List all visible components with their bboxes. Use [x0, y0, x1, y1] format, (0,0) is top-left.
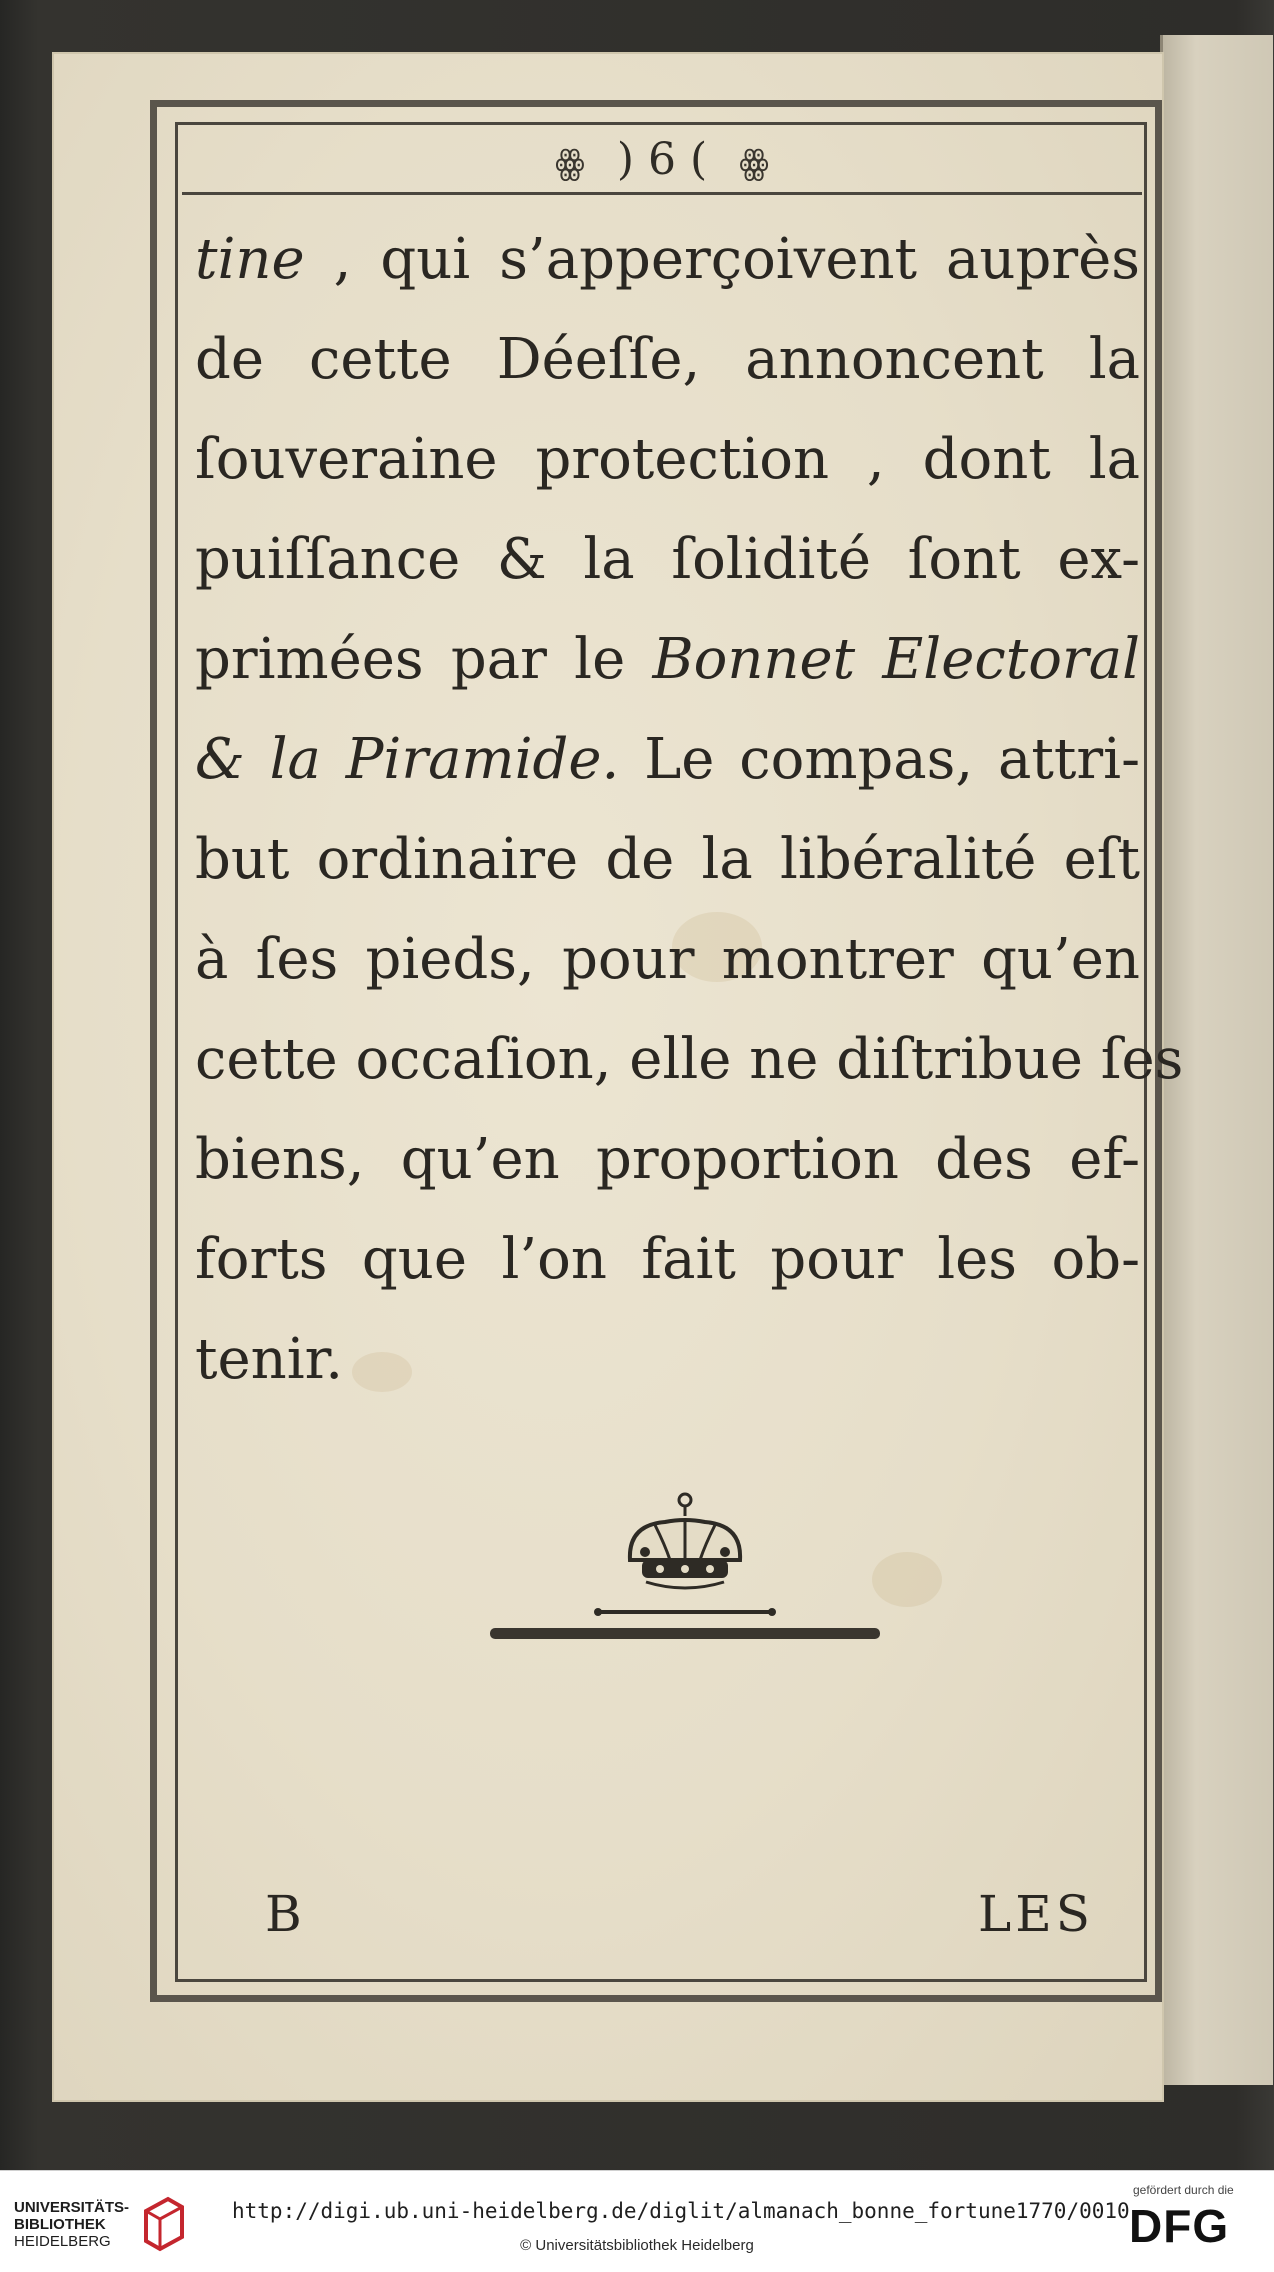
permalink-url[interactable]: http://digi.ub.uni-heidelberg.de/diglit/almanach_bonne_fortune1770/0010: [232, 2199, 1130, 2223]
text-line: [195, 610, 1140, 710]
text-line: [195, 710, 1140, 810]
text-segment: à ſes pieds, pour montrer qu’en: [195, 927, 1140, 992]
text-line: [195, 910, 1140, 1010]
left-fleuron-icon: ꙮ: [554, 142, 585, 183]
text-line: [195, 210, 1140, 310]
text-segment: primées par le: [195, 627, 653, 692]
dfg-logo[interactable]: [1125, 2183, 1265, 2263]
text-segment: forts que l’on fait pour les ob-: [195, 1227, 1140, 1292]
text-line: [195, 410, 1140, 510]
text-line: [195, 1210, 1140, 1310]
text-segment: , qui s’apperçoivent auprès: [304, 227, 1140, 292]
body-text: [195, 210, 1184, 1410]
head-rule: [182, 192, 1142, 195]
text-segment: & la Piramide.: [195, 727, 620, 792]
text-segment: puiſſance & la ſolidité ſont ex-: [195, 527, 1140, 592]
text-segment: Le compas, attri-: [619, 727, 1141, 792]
text-line: [195, 510, 1140, 610]
text-line: [195, 810, 1140, 910]
text-line: [195, 310, 1140, 410]
text-segment: Bonnet Electoral: [652, 627, 1140, 692]
decorative-rule: [490, 1600, 880, 1650]
copyright-notice: © Universitätsbibliothek Heidelberg: [520, 2237, 754, 2254]
logo-line: HEIDELBERG: [14, 2233, 111, 2250]
right-fleuron-icon: ꙮ: [739, 142, 770, 183]
signature-mark: B: [265, 1885, 306, 1943]
running-head: [182, 132, 1142, 188]
funder-note: gefördert durch die: [1133, 2183, 1234, 2197]
crown-ornament-icon: [610, 1490, 760, 1610]
funder-name: DFG: [1129, 2200, 1230, 2252]
text-segment: ſouveraine protection , dont la: [195, 427, 1140, 492]
page-number: ) 6 (: [616, 134, 708, 185]
text-segment: tine: [195, 227, 305, 292]
text-segment: tenir.: [195, 1327, 344, 1392]
text-line: [195, 1310, 1140, 1410]
viewer-footer: [0, 2170, 1274, 2272]
catchword: LES: [978, 1885, 1094, 1943]
text-line: [195, 1110, 1140, 1210]
text-segment: biens, qu’en proportion des ef-: [195, 1127, 1140, 1192]
text-segment: cette occaſion, elle ne diſtribue ſes: [195, 1027, 1184, 1092]
text-line: [195, 1010, 1184, 1110]
logo-line: UNIVERSITÄTS-: [14, 2199, 130, 2216]
text-segment: de cette Déeſſe, annoncent la: [195, 327, 1140, 392]
text-segment: but ordinaire de la libéralité eſt: [195, 827, 1140, 892]
logo-line: BIBLIOTHEK: [14, 2216, 106, 2233]
